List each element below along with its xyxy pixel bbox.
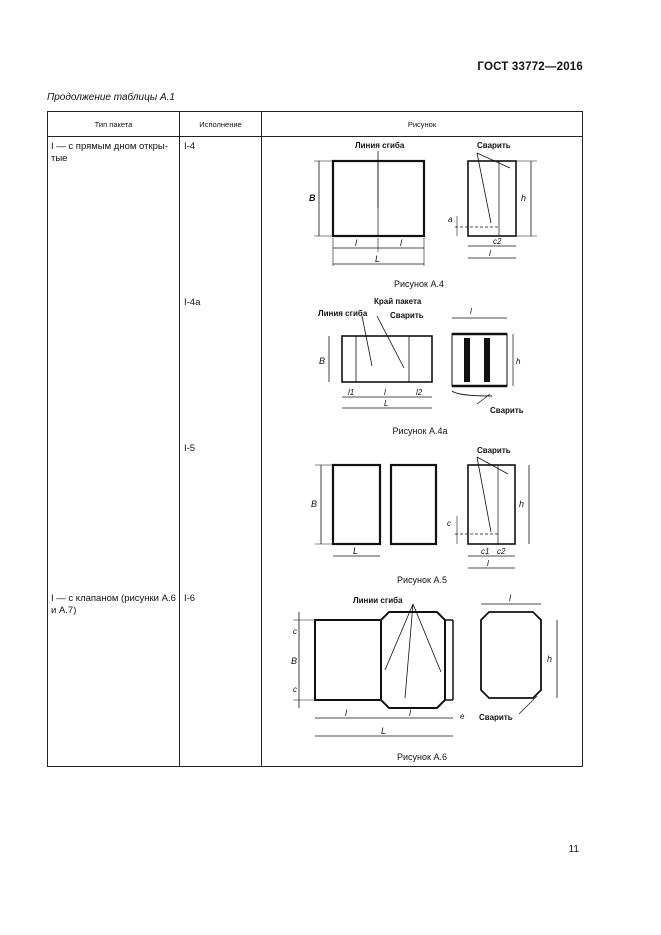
- a5-c2-label: c2: [497, 547, 506, 556]
- standard-number: ГОСТ 33772—2016: [477, 61, 583, 73]
- a4a-l-top-label: l: [470, 307, 472, 316]
- a4a-l-label: l: [384, 388, 386, 397]
- table-header-row: [48, 112, 583, 137]
- a4-l-side-label: l: [489, 249, 491, 258]
- a6-L-label: L: [381, 726, 387, 736]
- figure-a4a-caption: Рисунок А.4а: [392, 426, 448, 436]
- a5-weld-label: Сварить: [477, 446, 511, 455]
- a6-l-top-label: l: [509, 593, 511, 603]
- a4-l-label-right: l: [400, 238, 402, 248]
- a4-weld-label: Сварить: [477, 141, 511, 150]
- figure-a6-caption: Рисунок А.6: [397, 752, 447, 762]
- figure-a5-drawing: [305, 444, 540, 574]
- a5-c1-label: c1: [481, 547, 490, 556]
- a4-h-label: h: [521, 193, 527, 203]
- a4a-l1-label: l1: [348, 388, 355, 397]
- a4a-h-label: h: [516, 357, 521, 366]
- type-column: [48, 137, 180, 767]
- header-version: Исполнение: [180, 112, 262, 137]
- type-valve: I — с клапаном (рисунки А.6 и А.7): [51, 593, 176, 616]
- version-I-5: I-5: [184, 443, 196, 454]
- a6-e-label: e: [460, 712, 465, 721]
- a4a-weld-label: Сварить: [390, 311, 424, 320]
- a6-weld-label: Сварить: [479, 713, 513, 722]
- a4-B-label: B: [309, 193, 316, 203]
- figure-a4-caption: Рисунок А.4: [394, 279, 444, 289]
- a6-c-top-label: c: [293, 627, 297, 636]
- a4a-B-label: B: [319, 356, 326, 366]
- header-figure: Рисунок: [262, 112, 583, 137]
- a5-L-label: L: [353, 546, 359, 556]
- version-I-4a: I-4a: [184, 297, 201, 308]
- figure-a6-drawing: [285, 590, 575, 745]
- a4a-fold-line-label: Линия сгиба: [318, 309, 368, 318]
- a5-c-label: c: [447, 519, 451, 528]
- type-open-flat: I — с прямым дном откры-тые: [51, 141, 168, 164]
- a4-l-label-left: l: [355, 238, 357, 248]
- a6-c-bottom-label: c: [293, 685, 297, 694]
- figure-a4-drawing: [305, 138, 540, 273]
- figure-a4a-drawing: [312, 296, 532, 421]
- a4a-L-label: L: [384, 399, 389, 408]
- table-continuation-caption: Продолжение таблицы А.1: [47, 92, 175, 103]
- header-bag-type: Тип пакета: [48, 112, 180, 137]
- a5-h-label: h: [519, 499, 525, 509]
- a6-l-left-label: l: [345, 708, 347, 718]
- a4a-l2-label: l2: [416, 388, 423, 397]
- figure-a5-caption: Рисунок А.5: [397, 575, 447, 585]
- a4-a-label: a: [448, 215, 453, 224]
- version-I-6: I-6: [184, 593, 196, 604]
- a6-h-label: h: [547, 654, 553, 664]
- a4a-weld-bottom-label: Сварить: [490, 406, 524, 415]
- a5-l-label: l: [487, 559, 489, 568]
- a6-l-right-label: l: [409, 708, 411, 718]
- a4a-bag-edge-label: Край пакета: [374, 297, 422, 306]
- a4-fold-line-label: Линия сгиба: [355, 141, 405, 150]
- version-I-4: I-4: [184, 141, 196, 152]
- a4-L-label: L: [375, 254, 381, 264]
- page-number: 11: [568, 844, 579, 855]
- a5-B-label: B: [311, 499, 318, 509]
- a6-B-label: B: [291, 656, 298, 666]
- a4-c-label: c2: [493, 237, 502, 246]
- a6-fold-lines-label: Линии сгиба: [353, 596, 403, 605]
